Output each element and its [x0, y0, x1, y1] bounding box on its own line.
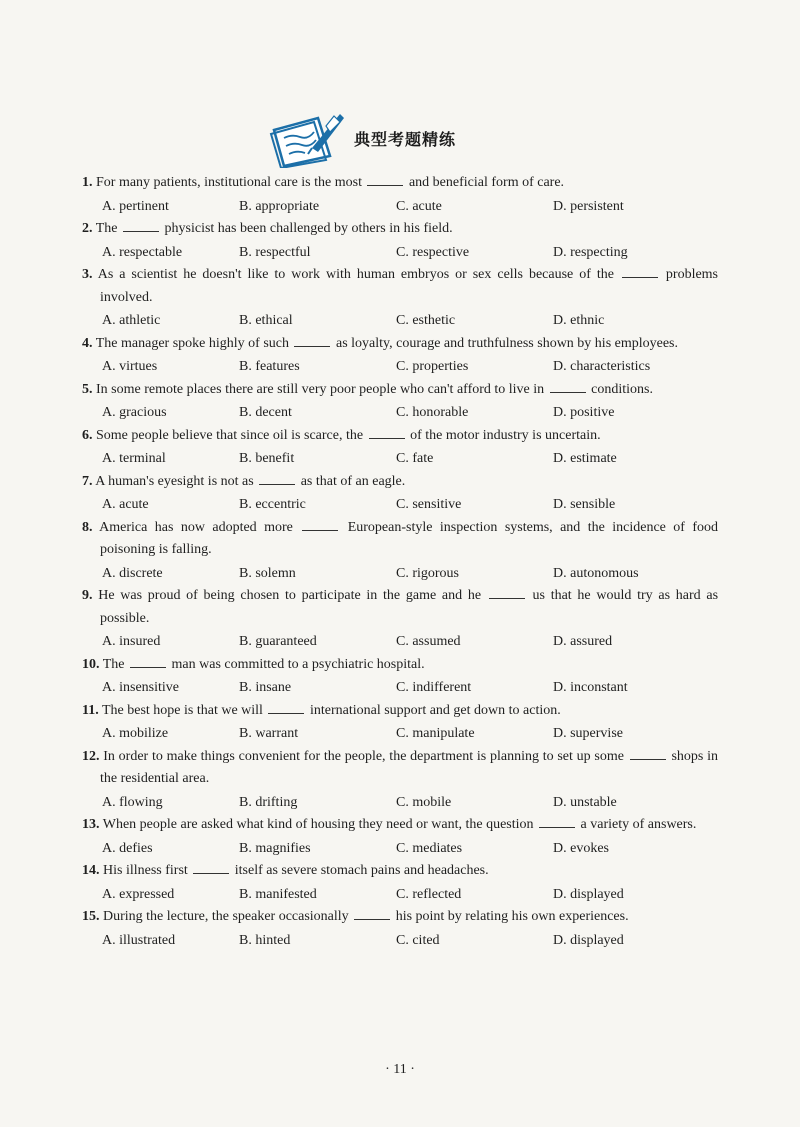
answer-option: A. flowing [102, 794, 163, 810]
answer-option: A. athletic [102, 313, 161, 328]
answer-option: A. acute [102, 497, 149, 512]
question-number: 9. [82, 588, 93, 603]
question-stem [82, 172, 718, 195]
question-stem [82, 814, 718, 837]
question-stem [82, 218, 718, 241]
answer-option: D. supervise [553, 726, 623, 741]
question-text-after-blank: European-style inspection systems, and the incidence of food poisoning is falling. [100, 519, 719, 557]
answer-blank [268, 702, 304, 714]
answer-option: B. hinted [239, 932, 291, 948]
question-text-before-blank: The [102, 656, 125, 672]
answer-option: D. respecting [553, 244, 628, 260]
question-number: 7. [82, 473, 93, 489]
question-stem [82, 654, 718, 677]
question-text-before-blank: His illness first [103, 863, 188, 878]
quill-scroll-icon [268, 108, 346, 168]
answer-blank [193, 862, 229, 874]
answer-blank [539, 816, 575, 828]
answer-option: A. terminal [102, 451, 166, 466]
question-text-after-blank: and beneficial form of care. [408, 175, 565, 190]
answer-option: D. positive [553, 405, 615, 420]
question-stem [82, 471, 718, 494]
question-number: 15. [82, 909, 100, 924]
question-stem [82, 860, 718, 883]
question-number: 13. [82, 817, 100, 832]
question-text-after-blank: a variety of answers. [580, 817, 697, 832]
question-number: 6. [82, 427, 93, 443]
answer-option: B. drifting [239, 794, 298, 810]
answer-option: D. sensible [553, 497, 616, 512]
answer-option: D. unstable [553, 794, 617, 810]
answer-option: C. indifferent [396, 680, 472, 695]
question-text-before-blank: America has now adopted more [99, 519, 293, 535]
answer-option: C. acute [396, 198, 442, 214]
answer-option: C. properties [396, 359, 469, 374]
answer-option: B. eccentric [239, 497, 306, 512]
answer-blank [367, 174, 403, 186]
answer-option: B. solemn [239, 565, 296, 581]
question-text-before-blank: During the lecture, the speaker occasionally [103, 909, 349, 924]
question-text-after-blank: of the motor industry is uncertain. [410, 427, 601, 443]
question-item [82, 746, 718, 815]
question-item [82, 700, 718, 746]
answer-option: A. insensitive [102, 680, 179, 695]
question-list [82, 172, 718, 952]
answer-option: C. assumed [396, 634, 461, 649]
question-text-before-blank: When people are asked what kind of housing they need or want, the question [102, 817, 534, 832]
question-number: 2. [82, 221, 93, 236]
answer-option: D. persistent [553, 198, 624, 214]
question-item [82, 814, 718, 860]
question-text-before-blank: As a scientist he doesn't like to work with human embryos or sex cells because of the [97, 267, 614, 282]
question-text-before-blank: For many patients, institutional care is the most [96, 175, 362, 190]
answer-option: A. discrete [102, 565, 163, 581]
question-number: 11. [82, 702, 99, 718]
question-text-after-blank: shops in the residential area. [100, 748, 718, 786]
answer-option: C. cited [396, 932, 440, 948]
answer-option: B. magnifies [239, 840, 311, 856]
answer-option: D. ethnic [553, 313, 605, 328]
question-item [82, 172, 718, 218]
page-number: · 11 · [385, 1062, 415, 1077]
section-title: 典型考题精练 [354, 129, 457, 149]
answer-option: D. inconstant [553, 680, 628, 695]
answer-options [82, 196, 718, 219]
answer-options [82, 448, 718, 471]
question-text-before-blank: Some people believe that since oil is scarce, the [96, 427, 364, 443]
question-text-after-blank: conditions. [591, 381, 654, 397]
question-text-after-blank: international support and get down to action. [309, 702, 561, 718]
answer-options [82, 631, 718, 654]
answer-blank [630, 748, 666, 760]
answer-blank [369, 427, 405, 439]
answer-option: C. reflected [396, 886, 462, 902]
question-text-after-blank: problems involved. [100, 267, 719, 305]
answer-options [82, 884, 718, 907]
answer-option: B. manifested [239, 886, 317, 902]
answer-option: C. honorable [396, 405, 469, 420]
question-number: 5. [82, 381, 93, 397]
answer-option: B. guaranteed [239, 634, 317, 649]
question-text-after-blank: his point by relating his own experiences. [395, 909, 629, 924]
answer-options [82, 930, 718, 953]
question-stem [82, 906, 718, 929]
answer-options [82, 792, 718, 815]
answer-option: D. estimate [553, 451, 617, 466]
answer-blank [302, 519, 338, 531]
answer-blank [550, 381, 586, 393]
answer-option: A. pertinent [102, 198, 169, 214]
question-text-before-blank: The best hope is that we will [101, 702, 263, 718]
answer-option: B. insane [239, 680, 292, 695]
question-text-after-blank: as that of an eagle. [300, 473, 406, 489]
answer-option: B. benefit [239, 451, 295, 466]
question-item [82, 517, 718, 586]
question-stem [82, 379, 718, 402]
answer-options [82, 563, 718, 586]
question-text-after-blank: itself as severe stomach pains and headaches. [234, 863, 489, 878]
answer-option: C. sensitive [396, 497, 462, 512]
answer-option: A. mobilize [102, 726, 169, 741]
answer-option: A. defies [102, 840, 153, 856]
question-item [82, 471, 718, 517]
question-item [82, 860, 718, 906]
question-text-before-blank: The [95, 221, 118, 236]
answer-option: B. warrant [239, 726, 299, 741]
question-stem [82, 264, 718, 309]
answer-option: B. decent [239, 405, 292, 420]
question-stem [82, 333, 718, 356]
answer-option: C. respective [396, 244, 470, 260]
answer-blank [622, 266, 658, 278]
answer-option: A. respectable [102, 244, 183, 260]
question-number: 8. [82, 519, 93, 535]
question-item [82, 264, 718, 333]
answer-option: C. esthetic [396, 313, 456, 328]
question-item [82, 333, 718, 379]
question-text-before-blank: In some remote places there are still very poor people who can't afford to live in [96, 381, 545, 397]
question-stem [82, 700, 718, 723]
answer-options [82, 356, 718, 379]
question-number: 3. [82, 267, 93, 282]
answer-option: C. fate [396, 451, 434, 466]
answer-blank [123, 220, 159, 232]
answer-options [82, 494, 718, 517]
question-item [82, 218, 718, 264]
answer-option: D. displayed [553, 886, 624, 902]
answer-options [82, 677, 718, 700]
answer-option: A. gracious [102, 405, 167, 420]
question-number: 14. [82, 863, 100, 878]
question-text-before-blank: He was proud of being chosen to participate in the game and he [98, 588, 482, 603]
answer-option: A. insured [102, 634, 161, 649]
question-number: 12. [82, 748, 100, 764]
section-header [268, 108, 456, 168]
answer-blank [259, 473, 295, 485]
answer-option: C. mediates [396, 840, 463, 856]
answer-option: B. features [239, 359, 300, 374]
question-item [82, 654, 718, 700]
question-text-before-blank: The manager spoke highly of such [95, 335, 289, 351]
answer-option: B. ethical [239, 313, 293, 328]
answer-options [82, 310, 718, 333]
answer-options [82, 402, 718, 425]
question-stem [82, 746, 718, 791]
answer-option: B. appropriate [239, 198, 320, 214]
answer-blank [130, 656, 166, 668]
question-item [82, 585, 718, 654]
question-text-before-blank: A human's eyesight is not as [95, 473, 254, 489]
answer-options [82, 723, 718, 746]
answer-option: C. manipulate [396, 726, 475, 741]
question-stem [82, 425, 718, 448]
question-stem [82, 517, 718, 562]
question-number: 10. [82, 656, 100, 672]
answer-option: C. mobile [396, 794, 452, 810]
answer-options [82, 242, 718, 265]
answer-blank [489, 587, 525, 599]
question-item [82, 906, 718, 952]
answer-option: B. respectful [239, 244, 311, 260]
question-number: 1. [82, 175, 93, 190]
question-text-after-blank: man was committed to a psychiatric hospital. [171, 656, 425, 672]
answer-option: A. virtues [102, 359, 158, 374]
question-item [82, 425, 718, 471]
answer-option: D. assured [553, 634, 613, 649]
question-text-before-blank: In order to make things convenient for the people, the department is planning to set up some [103, 748, 624, 764]
answer-blank [354, 908, 390, 920]
answer-options [82, 838, 718, 861]
question-text-after-blank: as loyalty, courage and truthfulness shown by his employees. [335, 335, 679, 351]
answer-option: A. illustrated [102, 932, 176, 948]
question-text-after-blank: us that he would try as hard as possible. [100, 588, 719, 626]
question-text-after-blank: physicist has been challenged by others in his field. [164, 221, 453, 236]
answer-option: D. autonomous [553, 565, 639, 581]
answer-blank [294, 335, 330, 347]
answer-option: C. rigorous [396, 565, 459, 581]
question-item [82, 379, 718, 425]
answer-option: D. displayed [553, 932, 624, 948]
question-stem [82, 585, 718, 630]
answer-option: D. characteristics [553, 359, 651, 374]
question-number: 4. [82, 335, 93, 351]
answer-option: D. evokes [553, 840, 609, 856]
answer-option: A. expressed [102, 886, 175, 902]
